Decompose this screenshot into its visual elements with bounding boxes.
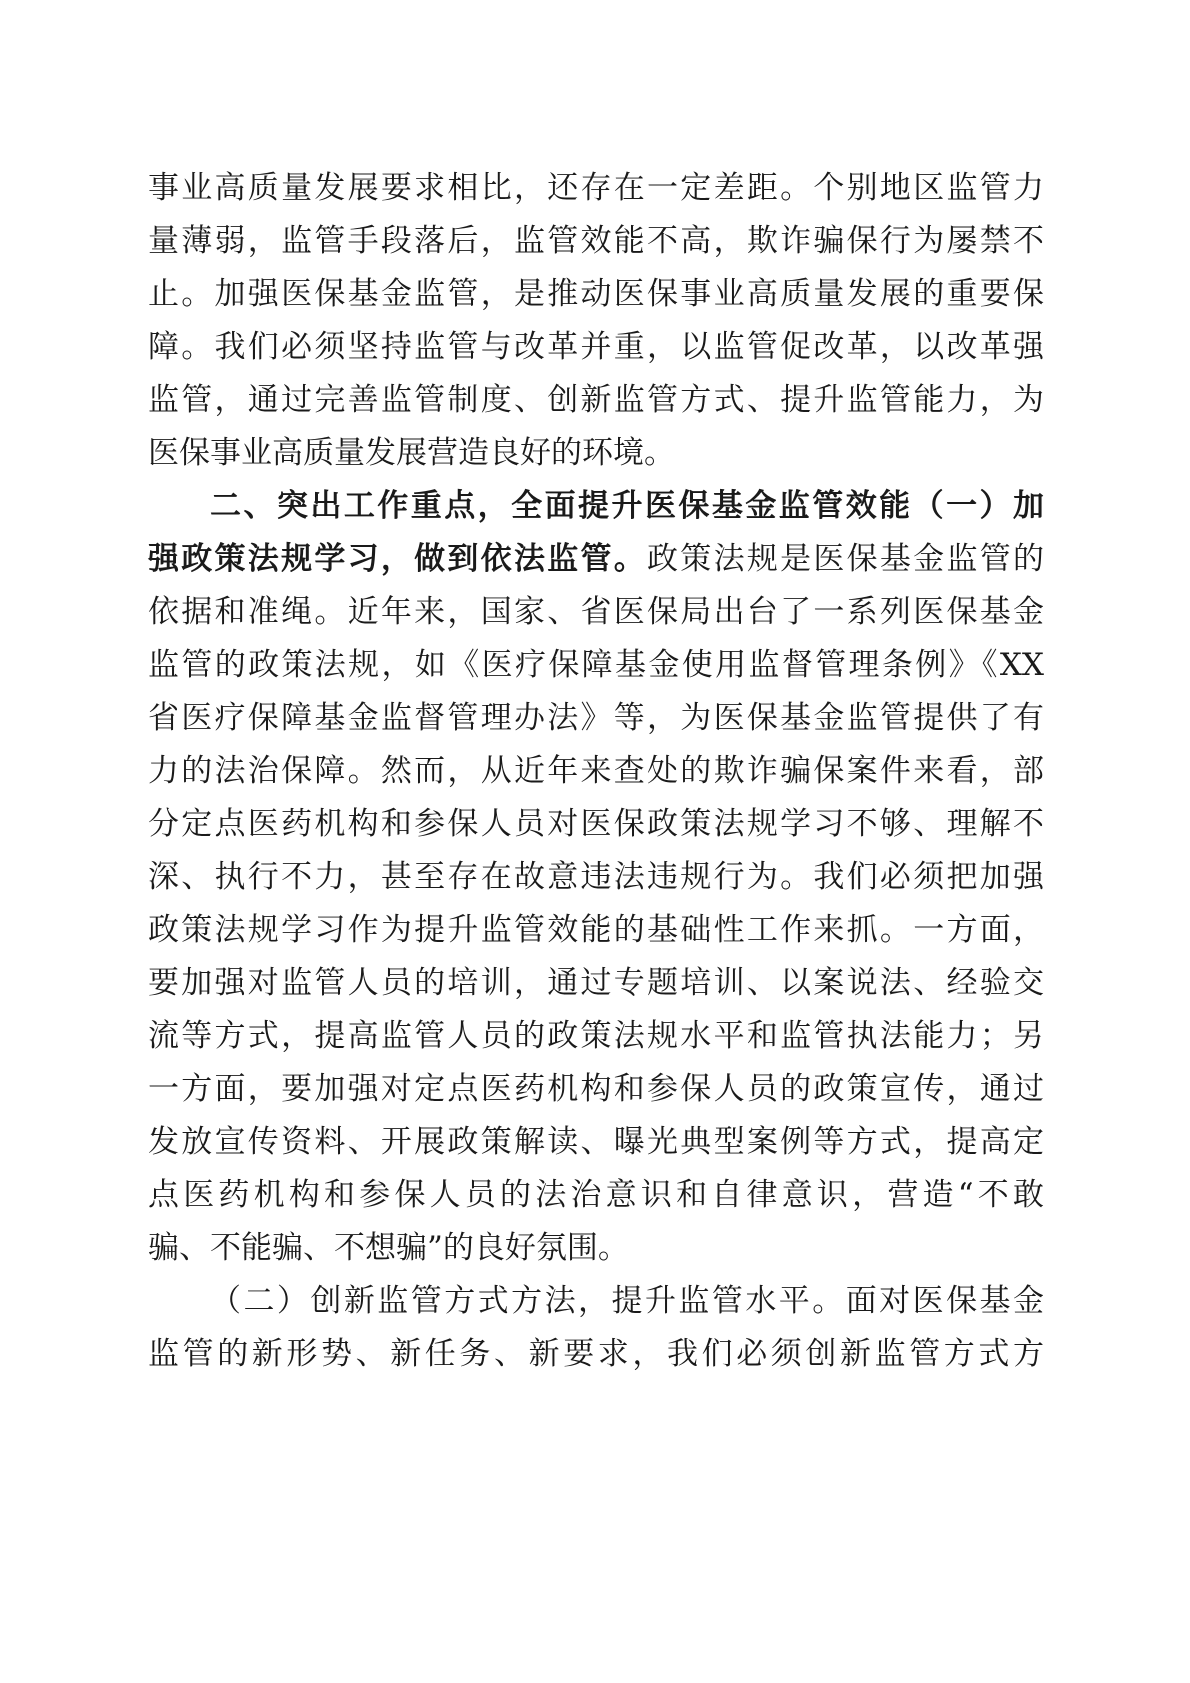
text-line: 依据和准绳。近年来，国家、省医保局出台了一系列医保基金 xyxy=(148,594,1044,630)
text-line: 分定点医药机构和参保人员对医保政策法规学习不够、理解不 xyxy=(148,806,1044,842)
text-line: 发放宣传资料、开展政策解读、曝光典型案例等方式，提高定 xyxy=(148,1124,1044,1160)
section-heading: 二、突出工作重点，全面提升医保基金监管效能（一）加 xyxy=(210,488,1044,524)
text-line: 政策法规学习作为提升监管效能的基础性工作来抓。一方面， xyxy=(148,912,1044,948)
text-line: 障。我们必须坚持监管与改革并重，以监管促改革，以改革强 xyxy=(148,329,1044,365)
text-line: 要加强对监管人员的培训，通过专题培训、以案说法、经验交 xyxy=(148,965,1044,1001)
text-line: 止。加强医保基金监管，是推动医保事业高质量发展的重要保 xyxy=(148,276,1044,312)
text-line: 监管的政策法规，如《医疗保障基金使用监督管理条例》《XX xyxy=(148,647,1044,683)
subsection-heading: 强政策法规学习，做到依法监管。 xyxy=(148,541,648,577)
text-line: 监管的新形势、新任务、新要求，我们必须创新监管方式方 xyxy=(148,1336,1044,1372)
text-line: （二）创新监管方式方法，提升监管水平。面对医保基金 xyxy=(210,1283,1044,1319)
text-line: 流等方式，提高监管人员的政策法规水平和监管执法能力；另 xyxy=(148,1018,1044,1054)
text-line: 医保事业高质量发展营造良好的环境。 xyxy=(148,435,675,471)
text-line: 骗、不能骗、不想骗”的良好氛围。 xyxy=(148,1230,629,1266)
text-line: 量薄弱，监管手段落后，监管效能不高，欺诈骗保行为屡禁不 xyxy=(148,223,1044,259)
text-line: 点医药机构和参保人员的法治意识和自律意识，营造“不敢 xyxy=(148,1177,1044,1213)
text-line: 力的法治保障。然而，从近年来查处的欺诈骗保案件来看，部 xyxy=(148,753,1044,789)
text-line-mixed xyxy=(148,537,1044,581)
text-segment: 政策法规是医保基金监管的 xyxy=(647,541,1044,577)
text-line: 深、执行不力，甚至存在故意违法违规行为。我们必须把加强 xyxy=(148,859,1044,895)
text-line: 省医疗保障基金监督管理办法》等，为医保基金监管提供了有 xyxy=(148,700,1044,736)
text-line: 一方面，要加强对定点医药机构和参保人员的政策宣传，通过 xyxy=(148,1071,1044,1107)
text-line: 监管，通过完善监管制度、创新监管方式、提升监管能力，为 xyxy=(148,382,1044,418)
text-line: 事业高质量发展要求相比，还存在一定差距。个别地区监管力 xyxy=(148,170,1044,206)
